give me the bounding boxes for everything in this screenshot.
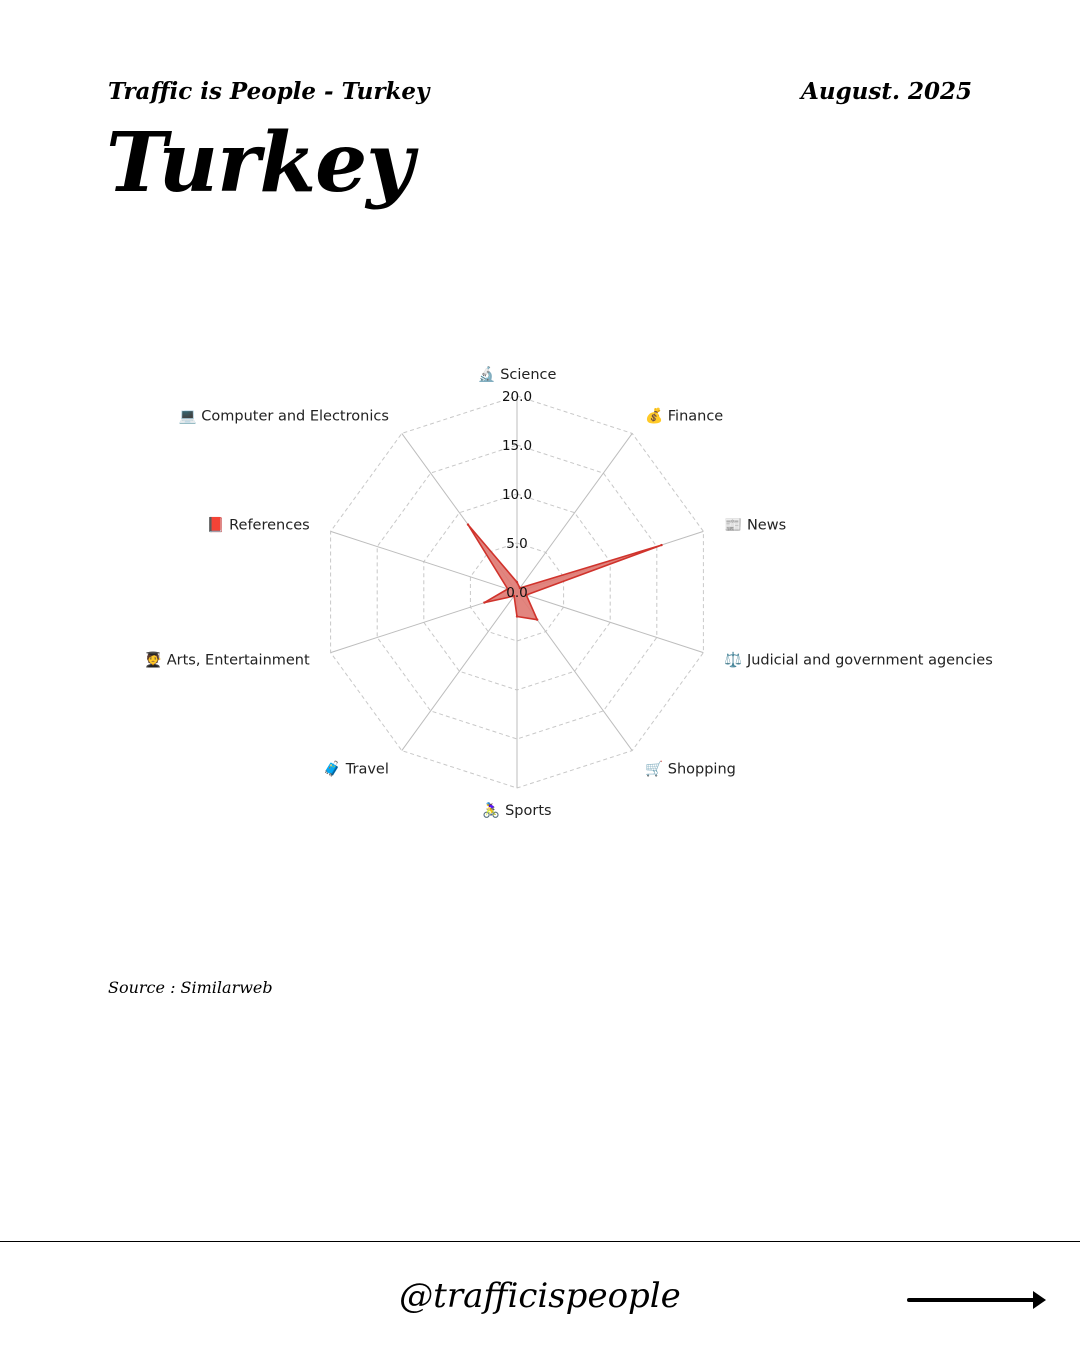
data-point [536, 619, 538, 621]
axis-label: 🧳 Travel [323, 761, 389, 778]
axis-label: 🔬 Science [477, 367, 557, 383]
axis-label: ⚖️ Judicial and government agencies [724, 652, 993, 669]
social-handle: @trafficispeople [399, 1276, 681, 1316]
tick-label: 10.0 [501, 487, 533, 503]
data-point [516, 581, 518, 583]
tick-label: 15.0 [501, 438, 533, 454]
radar-axis-labels [144, 365, 993, 819]
tick-label: 20.0 [501, 389, 533, 405]
series-label: Traffic is People - Turkey [108, 78, 430, 105]
grid-spoke [402, 592, 517, 751]
footer-divider [0, 1241, 1080, 1242]
series-area [468, 525, 662, 620]
page-title: Turkey [106, 115, 413, 211]
radar-chart [0, 340, 1080, 840]
data-point [467, 523, 469, 525]
data-point [516, 615, 518, 617]
axis-label: 📰 News [724, 517, 787, 534]
data-point [483, 601, 485, 603]
grid-spoke [517, 433, 632, 592]
right-arrow-icon[interactable] [905, 1288, 1050, 1314]
axis-label: 💻 Computer and Electronics [178, 408, 389, 425]
date-label: August. 2025 [801, 78, 972, 105]
tick-label: 5.0 [506, 536, 528, 552]
grid-spoke [517, 592, 703, 653]
axis-label: 💰 Finance [645, 408, 724, 425]
radar-series [467, 523, 663, 621]
axis-label: 🧑‍🎓 Arts, Entertainment [144, 652, 310, 669]
axis-label: 🚴‍♀️ Sports [482, 803, 552, 819]
axis-label: 🛒 Shopping [645, 761, 736, 778]
source-note: Source : Similarweb [108, 978, 273, 997]
data-point [660, 544, 662, 546]
axis-label: 📕 References [206, 517, 310, 534]
tick-label: 0.0 [506, 585, 528, 601]
